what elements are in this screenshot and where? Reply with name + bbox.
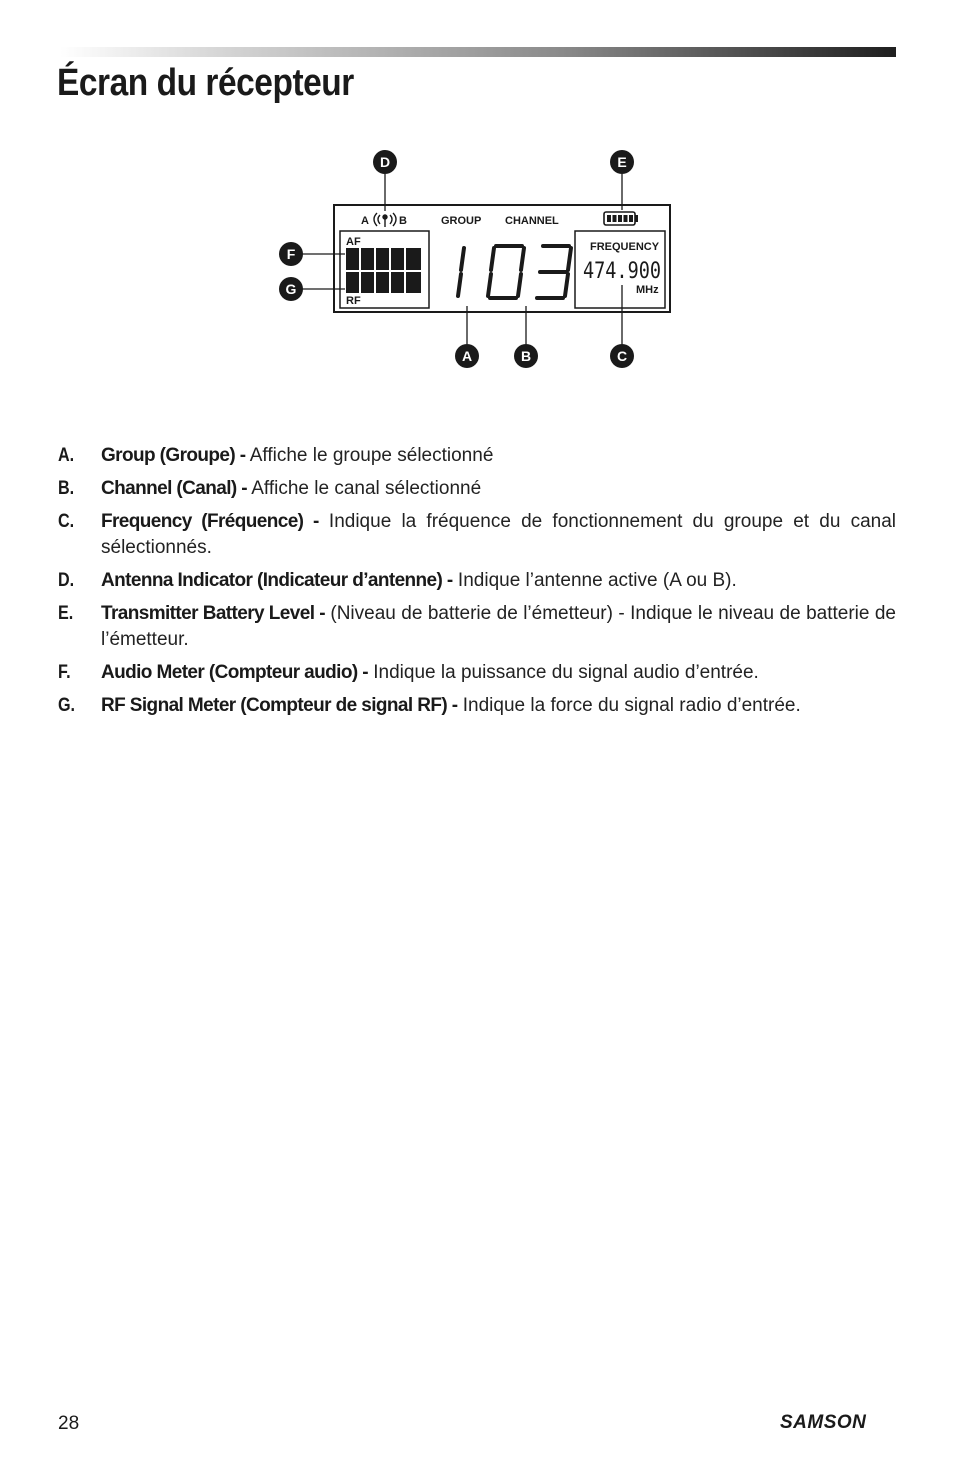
legend-item <box>58 693 896 719</box>
frequency-unit: MHz <box>636 284 659 296</box>
callout-b <box>514 344 538 368</box>
legend-list <box>58 443 896 726</box>
item-letter: G. <box>58 695 76 716</box>
legend-item <box>58 509 896 561</box>
battery-bar <box>618 215 622 222</box>
item-text: Indique l’antenne active (A ou B). <box>452 570 737 591</box>
legend-item <box>58 601 896 653</box>
item-body <box>101 660 896 686</box>
antenna-a-label: A <box>361 215 369 227</box>
item-body <box>101 568 896 594</box>
item-text: Affiche le canal sélectionné <box>247 478 482 499</box>
item-letter: C. <box>58 511 75 532</box>
callout-a <box>455 344 479 368</box>
af-label: AF <box>346 236 361 248</box>
legend-item <box>58 443 896 469</box>
item-letter: F. <box>58 662 71 683</box>
receiver-display-diagram <box>0 0 954 400</box>
group-label: GROUP <box>441 215 482 227</box>
svg-text:B: B <box>520 348 532 364</box>
page-title: Écran du récepteur <box>57 62 354 104</box>
svg-text:D: D <box>379 154 391 170</box>
item-text: Affiche le groupe sélectionné <box>245 445 494 466</box>
legend-item <box>58 568 896 594</box>
callout-e <box>610 150 634 174</box>
item-term: Channel (Canal) - <box>101 478 248 499</box>
frequency-value: 474.900 <box>583 259 661 284</box>
item-term: Group (Groupe) - <box>101 445 246 466</box>
item-term: RF Signal Meter (Compteur de signal RF) - <box>101 695 458 716</box>
page-number: 28 <box>58 1413 80 1434</box>
item-letter: A. <box>58 445 75 466</box>
callout-d <box>373 150 397 174</box>
rf-label: RF <box>346 295 361 307</box>
item-text: Indique la force du signal radio d’entrée. <box>457 695 801 716</box>
battery-bar <box>613 215 617 222</box>
item-term: Frequency (Fréquence) - <box>101 511 319 532</box>
battery-bar <box>624 215 628 222</box>
svg-text:G: G <box>285 281 297 297</box>
item-letter: B. <box>58 478 75 499</box>
callout-f <box>279 242 303 266</box>
item-term: Transmitter Battery Level - <box>101 603 325 624</box>
item-term: Audio Meter (Compteur audio) - <box>101 662 368 683</box>
item-body <box>101 693 896 719</box>
item-letter: D. <box>58 570 75 591</box>
item-body <box>101 443 896 469</box>
item-term: Antenna Indicator (Indicateur d’antenne) - <box>101 570 453 591</box>
frequency-label: FREQUENCY <box>590 241 660 253</box>
item-text: Indique la fréquence de fonctionnement du groupe et du canal sélectionnés. <box>101 511 896 558</box>
legend-item <box>58 476 896 502</box>
svg-text:C: C <box>616 348 628 364</box>
item-body <box>101 476 896 502</box>
battery-bar <box>607 215 611 222</box>
battery-bar <box>629 215 633 222</box>
svg-text:A: A <box>461 348 473 364</box>
audio-meter-segments <box>346 248 421 270</box>
svg-text:E: E <box>617 154 627 170</box>
item-text: Indique la puissance du signal audio d’entrée. <box>367 662 759 683</box>
antenna-b-label: B <box>399 215 407 227</box>
svg-text:F: F <box>286 246 296 262</box>
legend-item <box>58 660 896 686</box>
rf-meter-segments <box>346 272 421 293</box>
channel-label: CHANNEL <box>505 215 559 227</box>
callout-c <box>610 344 634 368</box>
callout-g <box>279 277 303 301</box>
samson-logo: SAMSON <box>780 1412 867 1433</box>
item-letter: E. <box>58 603 74 624</box>
item-text: (Niveau de batterie de l’émetteur) - Indique le niveau de batterie de l’émetteur. <box>101 603 897 650</box>
item-body <box>101 509 896 561</box>
item-body <box>101 601 896 653</box>
